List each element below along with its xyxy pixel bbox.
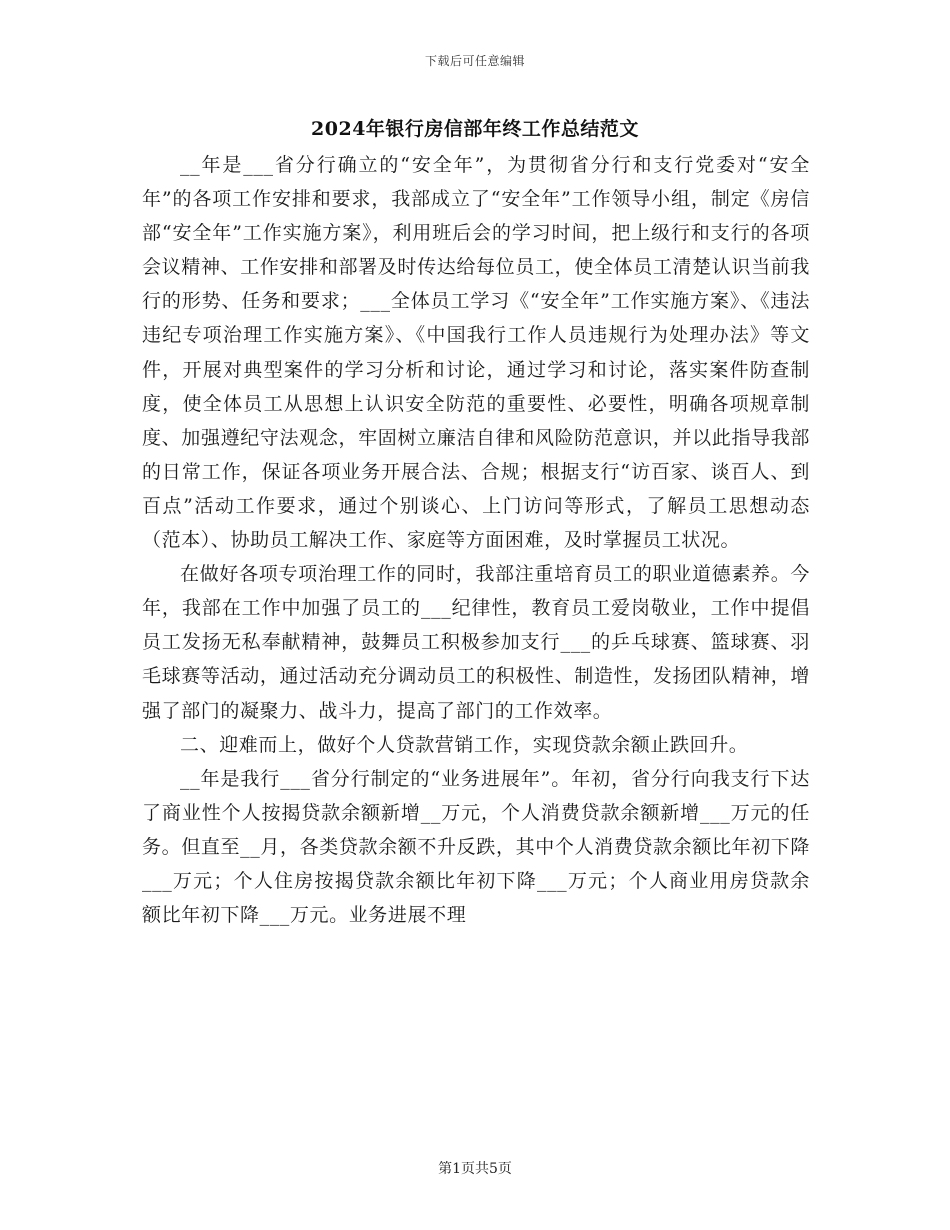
section-heading-loans: 二、迎难而上，做好个人贷款营销工作，实现贷款余额止跌回升。 bbox=[180, 733, 749, 756]
document-title: 2024年银行房信部年终工作总结范文 bbox=[311, 118, 639, 140]
paragraph-ethics: 在做好各项专项治理工作的同时，我部注重培育员工的职业道德素养。今年，我部在工作中加强了员工的___纪律性，教育员工爱岗敬业，工作中提倡员工发扬无私奉献精神，鼓舞员工积极参加支行___的乒乓球赛、篮球赛、羽毛球赛等活动，通过活动充分调动员工的积极性、制造性，发扬团队精神，增强了部门的凝聚力、战斗力，提高了部门的工作效率。 bbox=[142, 563, 810, 722]
header-note: 下载后可任意编辑 bbox=[424, 54, 525, 68]
document-body bbox=[142, 148, 810, 932]
paragraph-business-year: __年是我行___省分行制定的“业务进展年”。年初，省分行向我支行下达了商业性个人按揭贷款余额新增__万元，个人消费贷款余额新增___万元的任务。但直至__月，各类贷款余额不升反跌，其中个人消费贷款余额比年初下降___万元；个人住房按揭贷款余额比年初下降___万元；个人商业用房贷款余额比年初下降___万元。业务进展不理 bbox=[142, 767, 810, 927]
paragraph-safety-year: __年是___省分行确立的“安全年”，为贯彻省分行和支行党委对“安全年”的各项工作安排和要求，我部成立了“安全年”工作领导小组，制定《房信部“安全年”工作实施方案》，利用班后会的学习时间，把上级行和支行的各项会议精神、工作安排和部署及时传达给每位员工，使全体员工清楚认识当前我行的形势、任务和要求；___全体员工学习《“安全年”工作实施方案》、《违法违纪专项治理工作实施方案》、《中国我行工作人员违规行为处理办法》等文件，开展对典型案件的学习分析和讨论，通过学习和讨论，落实案件防查制度，使全体员工从思想上认识安全防范的重要性、必要性，明确各项规章制度、加强遵纪守法观念，牢固树立廉洁自律和风险防范意识，并以此指导我部的日常工作，保证各项业务开展合法、合规；根据支行“访百家、谈百人、到百点”活动工作要求，通过个别谈心、上门访问等形式，了解员工思想动态（范本）、协助员工解决工作、家庭等方面困难，及时掌握员工状况。 bbox=[142, 154, 810, 552]
page-footer: 第1页共5页 bbox=[438, 1161, 512, 1177]
